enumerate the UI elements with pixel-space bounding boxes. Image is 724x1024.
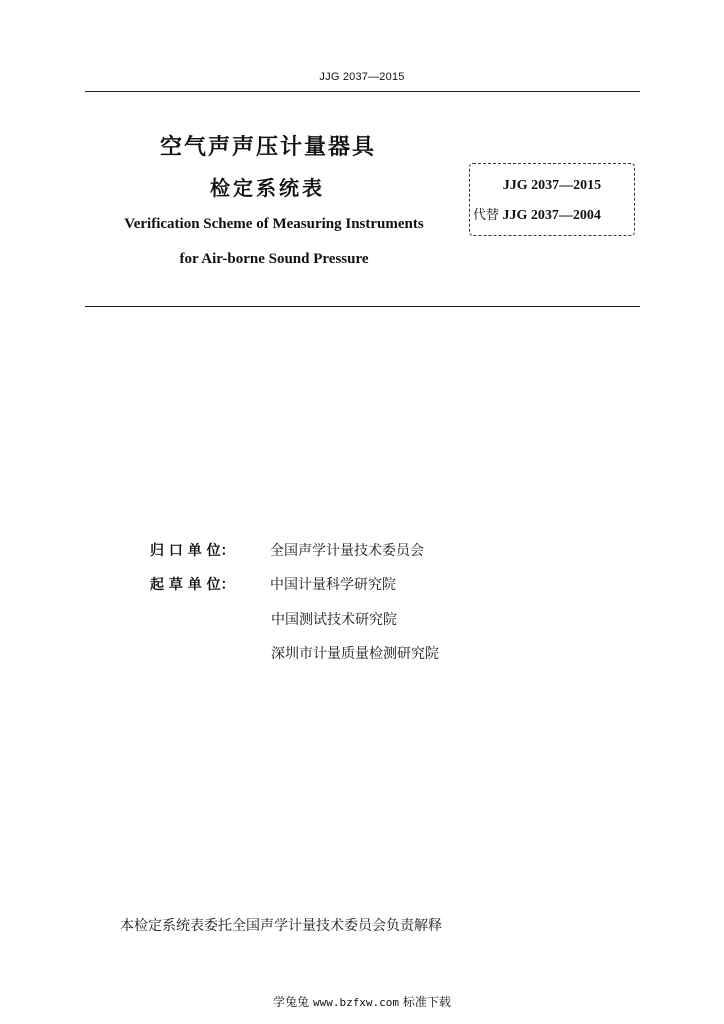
drafter-3: 深圳市计量质量检测研究院 xyxy=(271,646,439,662)
code-box xyxy=(469,163,635,236)
header-code: JJG 2037—2015 xyxy=(319,71,405,83)
watermark-url[interactable]: www.bzfxw.com xyxy=(312,996,400,1009)
title-en-line2: for Air-borne Sound Pressure xyxy=(179,251,369,267)
title-en-line1: Verification Scheme of Measuring Instruments xyxy=(124,216,424,232)
drafter-1: 中国计量科学研究院 xyxy=(270,577,396,593)
code-box-code: JJG 2037—2015 xyxy=(502,178,602,193)
watermark-line xyxy=(0,993,724,1010)
drafters-label: 起 草 单 位： xyxy=(150,577,235,593)
title-cn-line1: 空气声声压计量器具 xyxy=(160,135,377,160)
authority-label: 归 口 单 位： xyxy=(150,543,235,559)
title-cn-line2: 检定系统表 xyxy=(210,176,325,200)
code-box-replace-label: 代替 xyxy=(473,208,500,223)
drafter-2: 中国测试技术研究院 xyxy=(271,612,397,628)
drafters-row xyxy=(150,574,396,594)
code-box-replace-code: JJG 2037—2004 xyxy=(502,208,601,223)
footer-note: 本检定系统表委托全国声学计量技术委员会负责解释 xyxy=(120,918,442,934)
authority-row xyxy=(150,540,424,560)
authority-value: 全国声学计量技术委员会 xyxy=(270,543,424,559)
code-box-replace xyxy=(473,204,634,224)
watermark-site-left: 学兔兔 xyxy=(273,995,310,1009)
watermark-site-right: 标准下载 xyxy=(402,995,451,1009)
middle-rule xyxy=(85,306,640,307)
top-rule xyxy=(85,91,640,92)
